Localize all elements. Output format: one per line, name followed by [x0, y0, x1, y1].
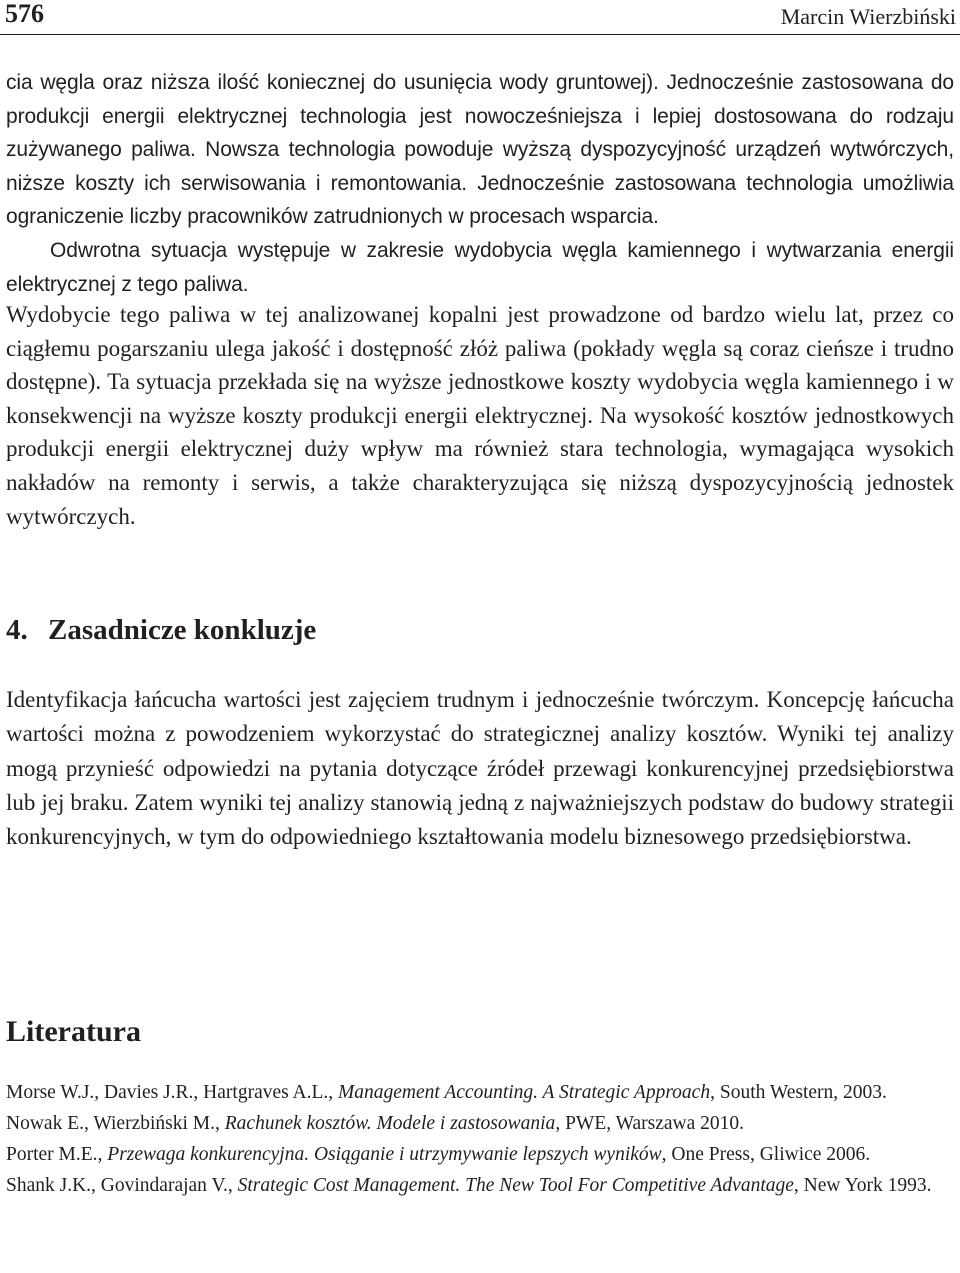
paragraph-2-opening: Odwrotna sytuacja występuje w zakresie wydobycia węgla kamiennego i wytwarzania energii elektrycznej z tego paliwa.	[6, 238, 954, 296]
reference-item	[6, 1110, 954, 1137]
reference-authors: Nowak E., Wierzbiński M.,	[6, 1113, 225, 1134]
reference-publisher: , South Western, 2003.	[710, 1082, 887, 1103]
conclusion-paragraph: Identyfikacja łańcucha wartości jest zajęciem trudnym i jednocześnie twórczym. Koncepcję łańcucha wartości można z powodzeniem wykorzystać do strategicznej analizy kosztów. Wyniki tej analizy mogą przynieść odpowiedzi na pytania dotyczące źródeł przewagi konkurencyjnej przedsiębiorstwa lub jej braku. Zatem wyniki tej analizy stanowią jedną z najważniejszych podstaw do budowy strategii konkurencyjnych, w tym do odpowiedniego kształtowania modelu biznesowego przedsiębiorstwa.	[6, 687, 954, 850]
section-heading	[6, 610, 954, 650]
reference-title: Przewaga konkurencyjna. Osiąganie i utrzymywanie lepszych wyników	[107, 1144, 662, 1165]
section-number: 4.	[6, 614, 28, 646]
reference-list	[6, 1079, 954, 1203]
running-head-author: Marcin Wierzbiński	[780, 4, 956, 29]
reference-item	[6, 1079, 954, 1106]
literature-heading: Literatura	[6, 1015, 141, 1048]
reference-publisher: , One Press, Gliwice 2006.	[661, 1144, 871, 1165]
section-title: Zasadnicze konkluzje	[48, 614, 317, 646]
reference-publisher: , New York 1993.	[793, 1175, 932, 1196]
reference-authors: Shank J.K., Govindarajan V.,	[6, 1175, 238, 1196]
reference-title: Strategic Cost Management. The New Tool For Competitive Advantage	[237, 1175, 794, 1196]
reference-publisher: , PWE, Warszawa 2010.	[555, 1113, 744, 1134]
body-text-sans	[6, 66, 954, 301]
reference-title: Rachunek kosztów. Modele i zastosowania	[224, 1113, 556, 1134]
conclusion-section	[6, 683, 954, 854]
reference-item	[6, 1141, 954, 1168]
reference-authors: Porter M.E.,	[6, 1144, 108, 1165]
paragraph-1: cia węgla oraz niższa ilość koniecznej do usunięcia wody gruntowej). Jednocześnie zastosowana do produkcji energii elektrycznej technologia jest nowocześniejsza i lepiej dostosowana do rodzaju zużywanego paliwa. Nowsza technologia powoduje wyższą dyspozycyjność urządzeń wytwórczych, niższe koszty ich serwisowania i remontowania. Jednocześnie zastosowana technologia umożliwia ograniczenie liczby pracowników zatrudnionych w procesach wsparcia.	[6, 71, 954, 229]
page-header	[0, 0, 960, 35]
page-number: 576	[5, 0, 44, 28]
body-text-serif	[6, 298, 954, 533]
reference-title: Management Accounting. A Strategic Approach	[338, 1082, 711, 1103]
reference-item	[6, 1172, 954, 1199]
paragraph-2-continuation: Wydobycie tego paliwa w tej analizowanej kopalni jest prowadzone od bardzo wielu lat, przez co ciągłemu pogarszaniu ulega jakość i dostępność złóż paliwa (pokłady węgla są coraz cieńsze i trudno dostępne). Ta sytuacja przekłada się na wyższe jednostkowe koszty wydobycia węgla kamiennego i w konsekwencji na wyższe koszty produkcji energii elektrycznej. Na wysokość kosztów jednostkowych produkcji energii elektrycznej duży wpływ ma również stara technologia, wymagająca wysokich nakładów na remonty i serwis, a także charakteryzująca się niższą dyspozycyjnością jednostek wytwórczych.	[6, 302, 954, 529]
reference-authors: Morse W.J., Davies J.R., Hartgraves A.L.,	[6, 1082, 339, 1103]
